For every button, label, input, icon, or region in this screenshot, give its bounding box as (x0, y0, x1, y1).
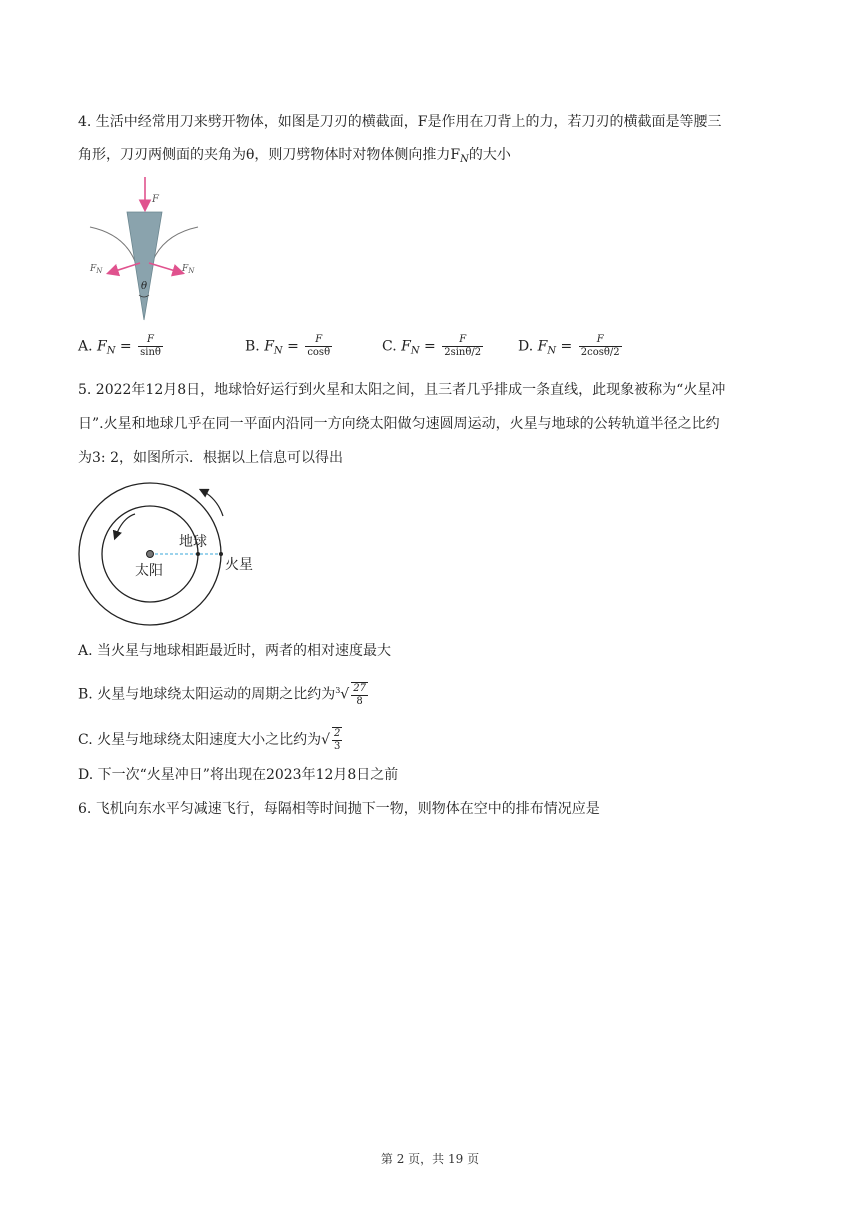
q6-line-1: 6. 飞机向东水平匀减速飞行，每隔相等时间抛下一物，则物体在空中的排布情况应是 (78, 801, 600, 817)
force-fn-left-label: $F_N$ (90, 264, 103, 275)
q4-option-b: B. $F_N$ = $\frac{F}{\cos\theta}$ (245, 334, 331, 358)
option-lhs: F (264, 338, 274, 355)
root-index: 3 (335, 686, 341, 695)
q5-option-a: A. 当火星与地球相距最近时，两者的相对速度最大 (78, 643, 392, 659)
force-fn-right-label: $F_N$ (182, 264, 195, 275)
option-letter: D. (518, 338, 534, 355)
blade-figure (85, 175, 210, 325)
sqrt-sign: √ (340, 686, 350, 703)
option-sub: N (273, 345, 283, 357)
q4-option-d: D. $F_N$ = $\frac{F}{2\cos\theta/2}$ (518, 334, 620, 358)
angle-theta-label: θ (141, 281, 148, 292)
q4-line-1: 4. 生活中经常用刀来劈开物体，如图是刀刃的横截面，F是作用在刀背上的力，若刀刃的横截面是等腰三 (78, 114, 722, 130)
option-letter: A. (78, 338, 93, 355)
orbit-figure (75, 478, 265, 628)
q4-option-a: A. $F_N$ = $\frac{F}{\sin\theta}$ (78, 334, 161, 358)
option-fraction: $\frac{F}{2\sin\theta/2}$ (444, 334, 482, 358)
force-f-label: F (152, 194, 159, 205)
sun-label: 太阳 (135, 563, 163, 579)
q5-line-2: 日”.火星和地球几乎在同一平面内沿同一方向绕太阳做匀速圆周运动，火星与地球的公转轨道半径之比约 (78, 416, 720, 432)
option-sub: N (106, 345, 116, 357)
option-letter: B. (245, 338, 260, 355)
force-fn-right-arrow (149, 263, 182, 273)
option-sub: N (547, 345, 557, 357)
option-lhs: F (401, 338, 411, 355)
q5-option-c-text: C. 火星与地球绕太阳速度大小之比约为 (78, 732, 322, 748)
q5-line-3: 为3: 2，如图所示．根据以上信息可以得出 (78, 450, 343, 466)
q5-option-b-text: B. 火星与地球绕太阳运动的周期之比约为 (78, 686, 336, 703)
sun-dot (147, 551, 154, 558)
mars-dot (219, 552, 223, 556)
earth-label: 地球 (179, 534, 207, 550)
option-fraction: $\frac{F}{\cos\theta}$ (307, 334, 331, 358)
q4-line-2 (78, 145, 511, 170)
q5-option-d: D. 下一次“火星冲日”将出现在2023年12月8日之前 (78, 767, 399, 783)
mars-label: 火星 (225, 557, 253, 573)
option-lhs: F (97, 338, 107, 355)
q4-line-2-end: 的大小 (468, 147, 511, 163)
earth-dot (196, 552, 200, 556)
option-sub: N (410, 345, 420, 357)
q5-option-b (78, 681, 370, 708)
option-fraction: $\frac{F}{\sin\theta}$ (140, 334, 161, 358)
force-fn-left-arrow (109, 263, 140, 273)
q4-line-2-sub: N (460, 154, 469, 165)
option-letter: C. (382, 338, 397, 355)
mars-direction-arrow (201, 490, 223, 516)
option-fraction: $\frac{F}{2\cos\theta/2}$ (580, 334, 620, 358)
q5-option-c-fraction: $\frac{2}{3}$ (334, 728, 341, 752)
q5-line-1: 5. 2022年12月8日，地球恰好运行到火星和太阳之间，且三者几乎排成一条直线，此现象被称为“火星冲 (78, 382, 726, 398)
q5-option-b-fraction: $\frac{27}{8}$ (353, 682, 366, 707)
q4-line-2-text: 角形，刀刃两侧面的夹角为θ，则刀劈物体时对物体侧向推力F (78, 147, 461, 163)
option-lhs: F (537, 338, 548, 355)
q5-option-c (78, 727, 344, 753)
sqrt-sign: √ (321, 732, 331, 748)
q4-option-c: C. $F_N$ = $\frac{F}{2\sin\theta/2}$ (382, 334, 482, 358)
page-footer: 第 2 页，共 19 页 (380, 1152, 480, 1166)
